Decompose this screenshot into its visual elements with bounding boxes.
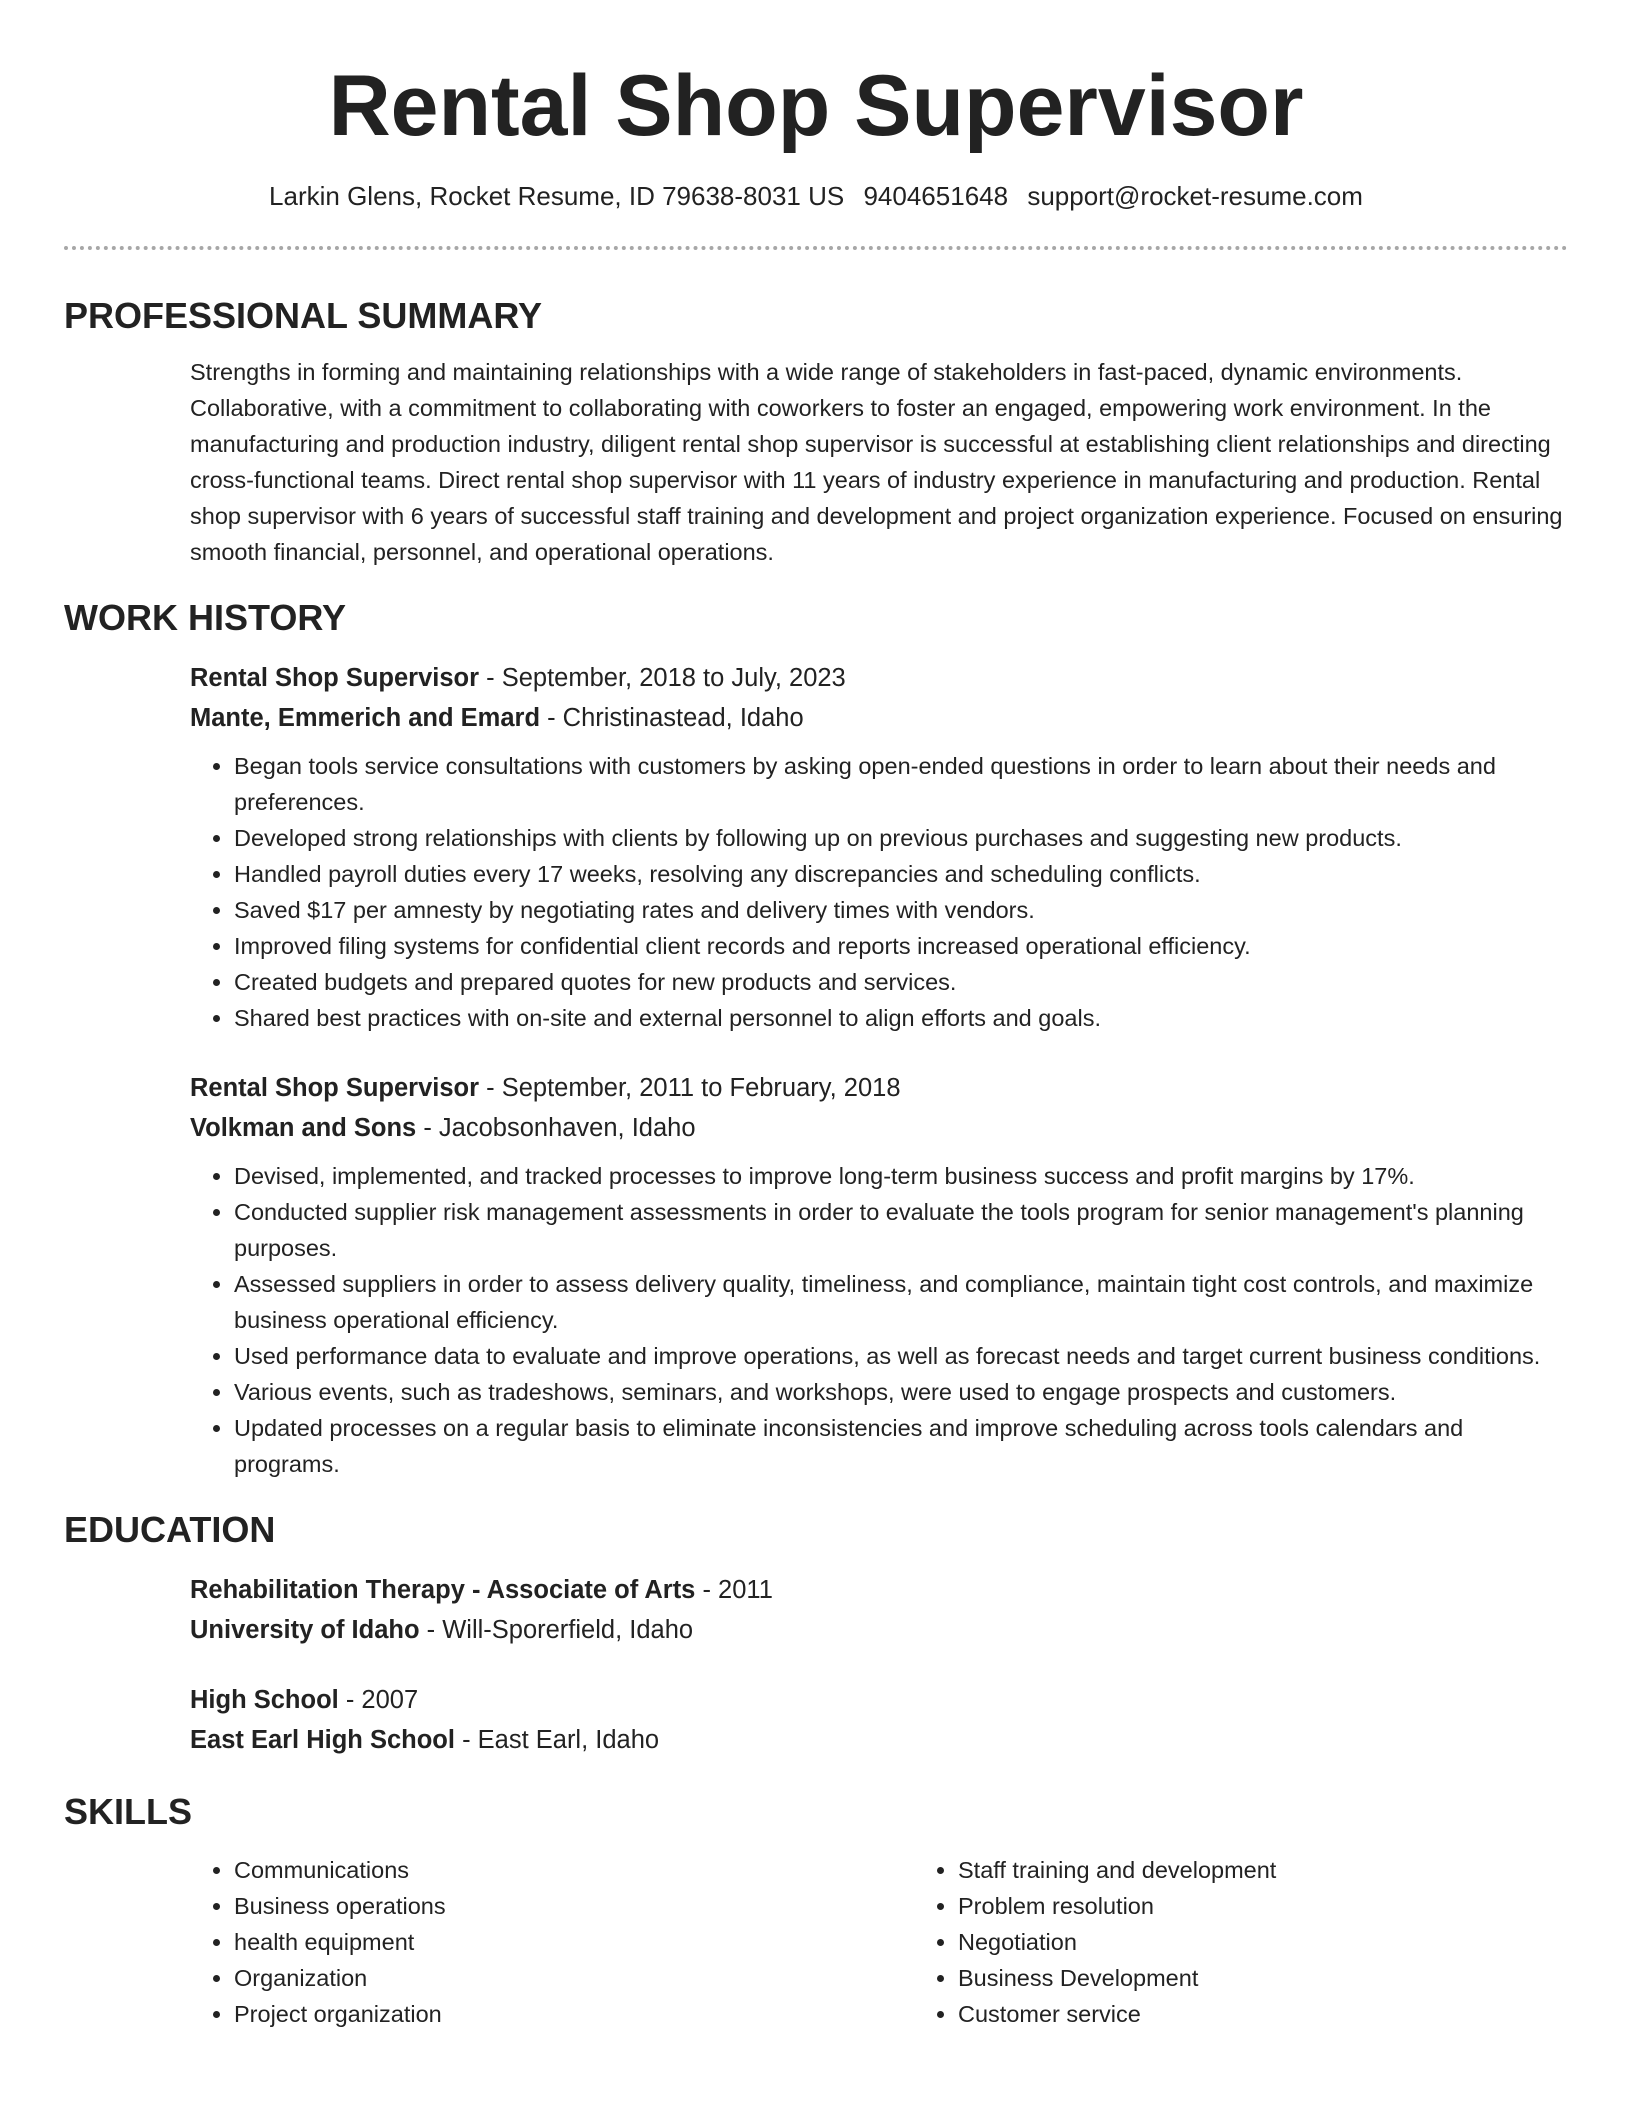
school-location: - Will-Sporerfield, Idaho	[419, 1616, 694, 1644]
job-location: - Christinastead, Idaho	[540, 704, 804, 732]
job-dates: - September, 2018 to July, 2023	[479, 664, 846, 692]
skills-list-right	[914, 1852, 1632, 2032]
skill-item: • Problem resolution	[958, 1888, 1632, 1924]
contact-email: support@rocket-resume.com	[1027, 181, 1363, 211]
skill-item: • Business operations	[234, 1888, 914, 1924]
job-bullet: • Assessed suppliers in order to assess delivery quality, timeliness, and compliance, maintain tight cost controls, and maximize business operational efficiency.	[234, 1266, 1568, 1338]
job-bullet: • Used performance data to evaluate and improve operations, as well as forecast needs and target current business conditions.	[234, 1338, 1568, 1374]
skill-item: • Communications	[234, 1852, 914, 1888]
job-bullet: • Created budgets and prepared quotes for new products and services.	[234, 964, 1568, 1000]
skills-section	[190, 1852, 1568, 2032]
degree-year: - 2011	[695, 1576, 773, 1604]
skill-item: • Customer service	[958, 1996, 1632, 2032]
job-company-line	[190, 698, 1568, 738]
education-entry	[190, 1570, 1568, 1650]
job-entry	[190, 1068, 1568, 1482]
header-divider	[64, 246, 1568, 250]
job-bullet: • Improved filing systems for confidential client records and reports increased operational efficiency.	[234, 928, 1568, 964]
summary-heading: PROFESSIONAL SUMMARY	[64, 295, 543, 336]
job-bullet: • Began tools service consultations with customers by asking open-ended questions in order to learn about their needs and preferences.	[234, 748, 1568, 820]
skill-item: • Business Development	[958, 1960, 1632, 1996]
education-heading: EDUCATION	[64, 1509, 276, 1550]
degree-name: High School	[190, 1686, 339, 1714]
job-bullets	[190, 748, 1568, 1036]
school-name: East Earl High School	[190, 1726, 455, 1754]
job-title-line	[190, 658, 1568, 698]
skill-item: • Project organization	[234, 1996, 914, 2032]
work-history-section	[190, 658, 1568, 1482]
skills-list-left	[190, 1852, 914, 2032]
school-location: - East Earl, Idaho	[454, 1726, 660, 1754]
skill-item: • health equipment	[234, 1924, 914, 1960]
job-company: Volkman and Sons	[190, 1114, 417, 1142]
job-bullet: • Shared best practices with on-site and external personnel to align efforts and goals.	[234, 1000, 1568, 1036]
job-title-line	[190, 1068, 1568, 1108]
job-bullet: • Updated processes on a regular basis to eliminate inconsistencies and improve scheduling across tools calendars and programs.	[234, 1410, 1568, 1482]
summary-text: Strengths in forming and maintaining relationships with a wide range of stakeholders in fast-paced, dynamic environments. Collaborative, with a commitment to collaborating with coworkers to foster an engaged, empowering work environment. In the manufacturing and production industry, diligent rental shop supervisor is successful at establishing client relationships and directing cross-functional teams. Direct rental shop supervisor with 11 years of industry experience in manufacturing and production. Rental shop supervisor with 6 years of successful staff training and development and project organization experience. Focused on ensuring smooth financial, personnel, and operational operations.	[190, 359, 1563, 565]
degree-line	[190, 1680, 1568, 1720]
job-bullet: • Devised, implemented, and tracked processes to improve long-term business success and profit margins by 17%.	[234, 1158, 1568, 1194]
school-line	[190, 1720, 1568, 1760]
job-location: - Jacobsonhaven, Idaho	[416, 1114, 696, 1142]
skill-item: • Staff training and development	[958, 1852, 1632, 1888]
degree-line	[190, 1570, 1568, 1610]
job-dates: - September, 2011 to February, 2018	[479, 1074, 901, 1102]
job-role: Rental Shop Supervisor	[190, 1074, 480, 1102]
job-entry	[190, 658, 1568, 1036]
skill-item: • Negotiation	[958, 1924, 1632, 1960]
job-bullet: • Developed strong relationships with clients by following up on previous purchases and suggesting new products.	[234, 820, 1568, 856]
contact-address: Larkin Glens, Rocket Resume, ID 79638-8031 US	[269, 181, 845, 211]
skill-item: • Organization	[234, 1960, 914, 1996]
education-section	[190, 1570, 1568, 1760]
school-name: University of Idaho	[190, 1616, 420, 1644]
degree-year: - 2007	[338, 1686, 419, 1714]
contact-phone: 9404651648	[863, 181, 1009, 211]
school-line	[190, 1610, 1568, 1650]
skills-heading: SKILLS	[64, 1791, 193, 1832]
resume-name: Rental Shop Supervisor	[328, 58, 1304, 154]
job-bullets	[190, 1158, 1568, 1482]
job-bullet: • Handled payroll duties every 17 weeks, resolving any discrepancies and scheduling conflicts.	[234, 856, 1568, 892]
job-role: Rental Shop Supervisor	[190, 664, 480, 692]
degree-name: Rehabilitation Therapy - Associate of Arts	[190, 1576, 696, 1604]
job-bullet: • Saved $17 per amnesty by negotiating rates and delivery times with vendors.	[234, 892, 1568, 928]
job-company: Mante, Emmerich and Emard	[190, 704, 541, 732]
job-company-line	[190, 1108, 1568, 1148]
education-entry	[190, 1680, 1568, 1760]
work-history-heading: WORK HISTORY	[64, 597, 347, 638]
contact-line	[64, 178, 1568, 214]
job-bullet: • Various events, such as tradeshows, seminars, and workshops, were used to engage prospects and customers.	[234, 1374, 1568, 1410]
summary-section	[190, 354, 1568, 570]
job-bullet: • Conducted supplier risk management assessments in order to evaluate the tools program for senior management's planning purposes.	[234, 1194, 1568, 1266]
